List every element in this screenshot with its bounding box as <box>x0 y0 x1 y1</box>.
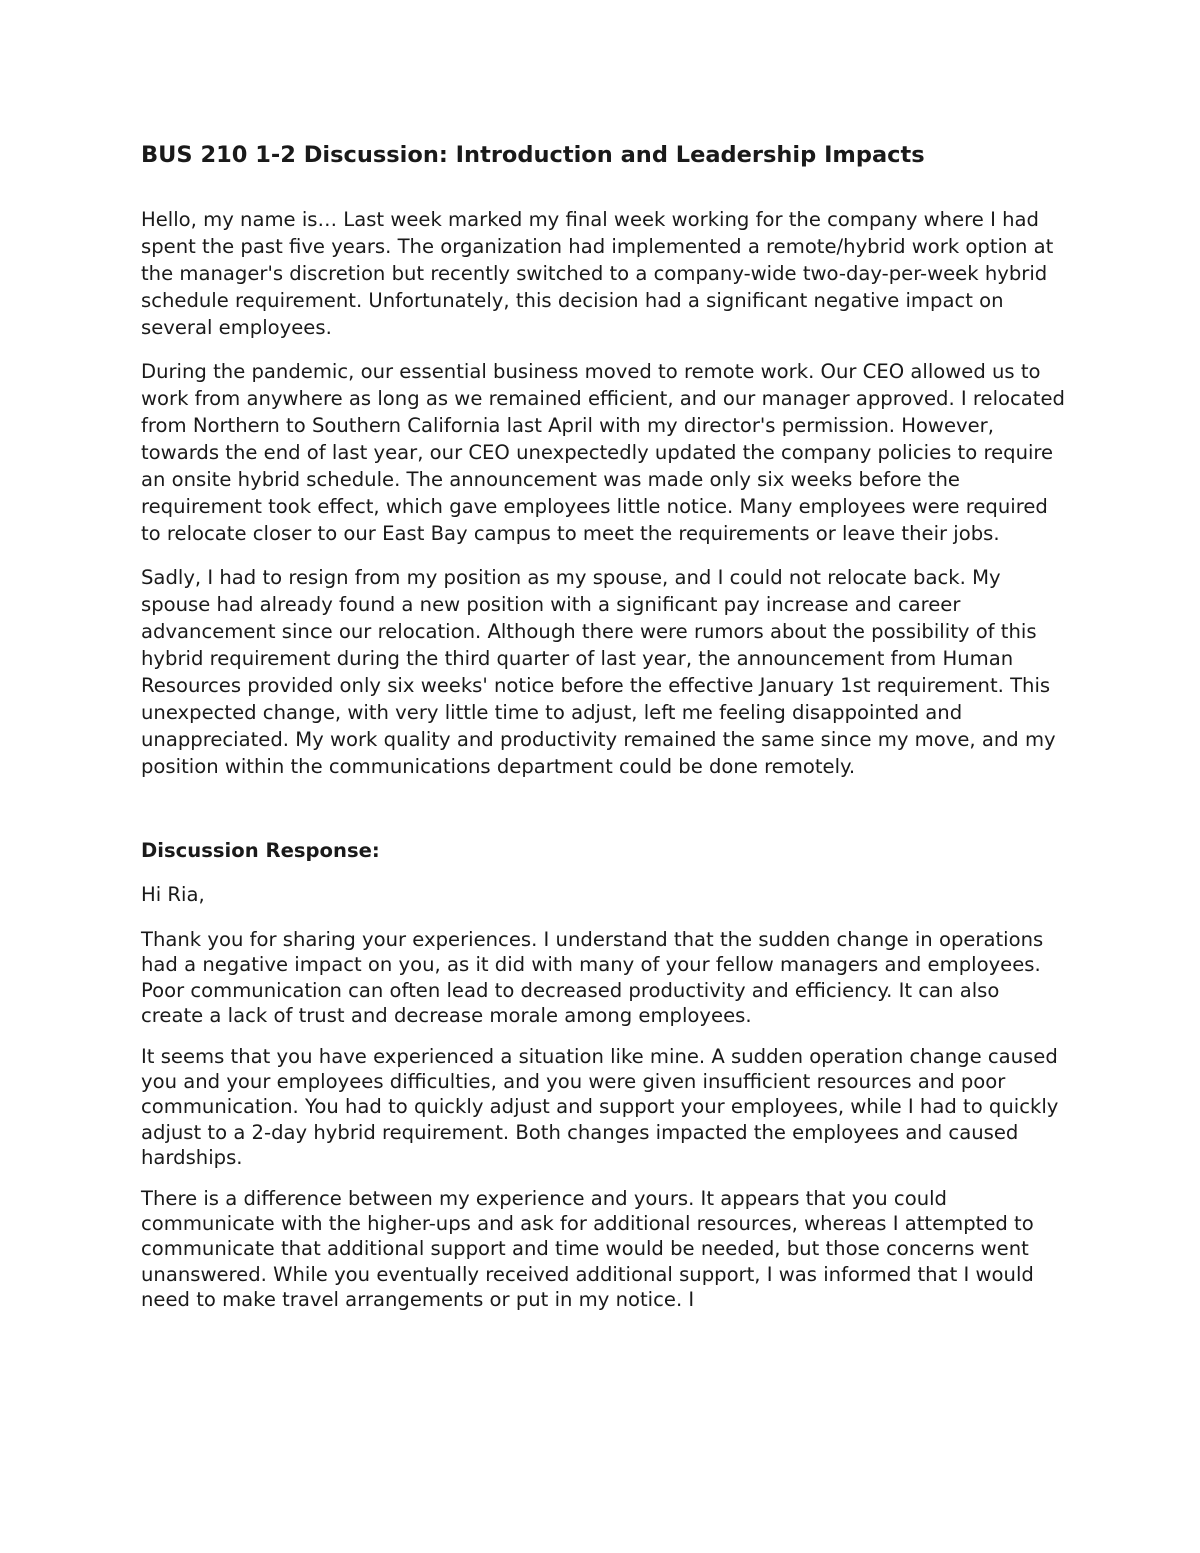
response-heading: Discussion Response: <box>141 839 380 862</box>
response-paragraph-3: There is a difference between my experience and yours. It appears that you could communicate with the higher-ups and ask for additional resources, whereas I attempted to communicate that additional support and time would be needed, but those concerns went unanswered. While you eventually received additional support, I was informed that I would need to make travel arrangements or put in my notice. I <box>141 1187 1034 1311</box>
document-title: BUS 210 1-2 Discussion: Introduction and Leadership Impacts <box>141 142 925 168</box>
response-greeting: Hi Ria, <box>141 883 205 906</box>
intro-paragraph-2: During the pandemic, our essential business moved to remote work. Our CEO allowed us to work from anywhere as long as we remained efficient, and our manager approved. I relocated from Northern to Southern California last April with my director's permission. However, towards the end of last year, our CEO unexpectedly updated the company policies to require an onsite hybrid schedule. The announcement was made only six weeks before the requirement took effect, which gave employees little notice. Many employees were required to relocate closer to our East Bay campus to meet the requirements or leave their jobs. <box>141 360 1065 545</box>
response-paragraph-1: Thank you for sharing your experiences. I understand that the sudden change in operations had a negative impact on you, as it did with many of your fellow managers and employees. Poor communication can often lead to decreased productivity and efficiency. It can also create a lack of trust and decrease morale among employees. <box>141 928 1044 1027</box>
intro-paragraph-3: Sadly, I had to resign from my position as my spouse, and I could not relocate back. My spouse had already found a new position with a significant pay increase and career advancement since our relocation. Although there were rumors about the possibility of this hybrid requirement during the third quarter of last year, the announcement from Human Resources provided only six weeks' notice before the effective January 1st requirement. This unexpected change, with very little time to adjust, left me feeling disappointed and unappreciated. My work quality and productivity remained the same since my move, and my position within the communications department could be done remotely. <box>141 566 1056 778</box>
section-spacer <box>141 797 1066 837</box>
intro-paragraph-1: Hello, my name is… Last week marked my final week working for the company where I had spent the past five years. The organization had implemented a remote/hybrid work option at the manager's discretion but recently switched to a company-wide two-day-per-week hybrid schedule requirement. Unfortunately, this decision had a significant negative impact on several employees. <box>141 208 1054 339</box>
document-page <box>141 138 1066 1328</box>
response-paragraph-2: It seems that you have experienced a situation like mine. A sudden operation change caused you and your employees difficulties, and you were given insufficient resources and poor communication. You had to quickly adjust and support your employees, while I had to quickly adjust to a 2-day hybrid requirement. Both changes impacted the employees and caused hardships. <box>141 1045 1059 1169</box>
